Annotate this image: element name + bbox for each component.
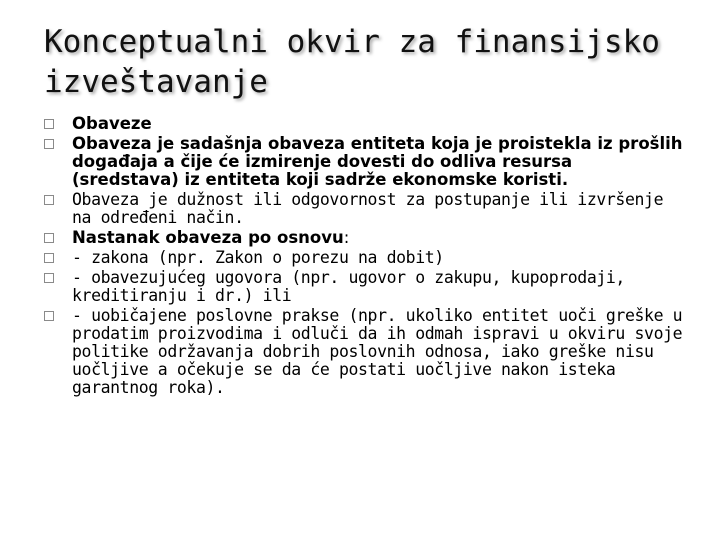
bullet-square-icon	[44, 233, 54, 243]
bullet-text-bold: Nastanak obaveza po osnovu	[72, 228, 344, 247]
slide-title-line-1: Konceptualni okvir za finansijsko	[44, 24, 660, 60]
bullet-text: - zakona (npr. Zakon o porezu na dobit)	[72, 248, 444, 267]
bullet-item	[44, 135, 684, 189]
bullet-text: - uobičajene poslovne prakse (npr. ukoliko entitet uoči greške u prodatim proizvodima i odluči da ih odmah ispravi u okviru svoje politike održavanja dobrih poslovnih odnosa, iako greške nisu uočljive a očekuje se da će postati uočljive nakon isteka garantnog roka).	[72, 306, 683, 397]
bullet-square-icon	[44, 119, 54, 129]
bullet-item	[44, 269, 684, 305]
bullet-square-icon	[44, 253, 54, 263]
bullet-text-suffix: :	[343, 228, 350, 247]
bullet-text: Obaveze	[72, 114, 152, 133]
bullet-square-icon	[44, 195, 54, 205]
slide-title-line-2: izveštavanje	[44, 64, 268, 100]
bullet-text: Obaveza je dužnost ili odgovornost za postupanje ili izvršenje na određeni način.	[72, 190, 664, 227]
bullet-square-icon	[44, 139, 54, 149]
bullet-item	[44, 115, 684, 133]
bullet-list	[44, 115, 684, 399]
bullet-text: - obavezujućeg ugovora (npr. ugovor o zakupu, kupoprodaji, kreditiranju i dr.) ili	[72, 268, 625, 305]
bullet-text: Obaveza je sadašnja obaveza entiteta koja je proistekla iz prošlih događaja a čije će izmirenje dovesti do odliva resursa (sredstava) iz entiteta koji sadrže ekonomske koristi.	[72, 134, 683, 189]
bullet-item	[44, 229, 684, 247]
bullet-item	[44, 249, 684, 267]
bullet-square-icon	[44, 273, 54, 283]
bullet-square-icon	[44, 311, 54, 321]
slide-title	[44, 22, 684, 102]
bullet-item	[44, 307, 684, 397]
bullet-item	[44, 191, 684, 227]
